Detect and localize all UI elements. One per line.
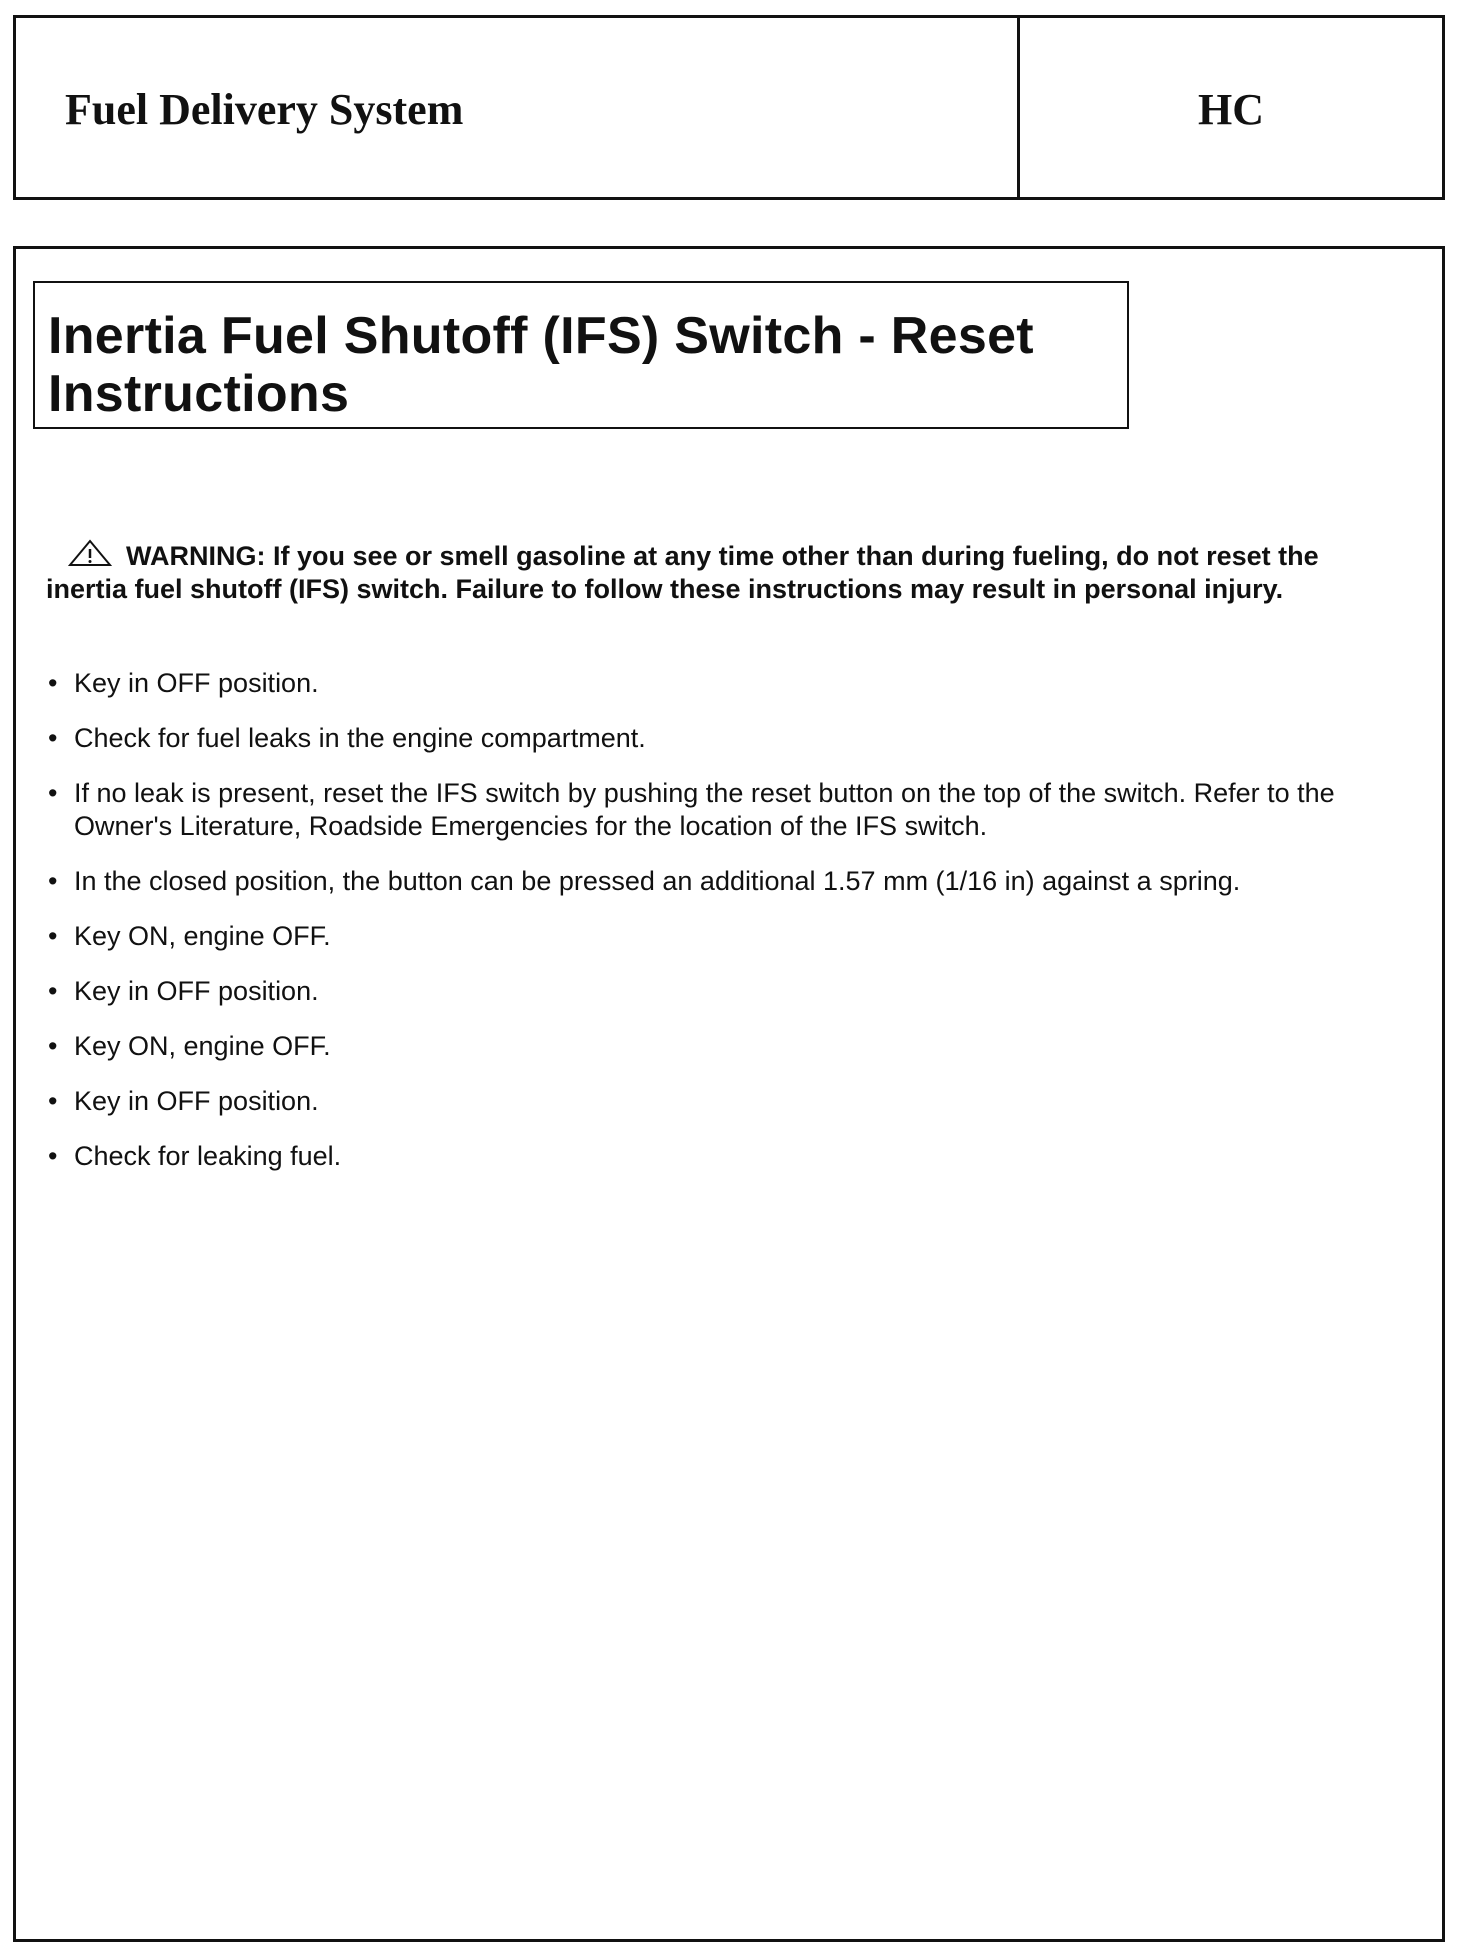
document-title-line-1: Inertia Fuel Shutoff (IFS) Switch - Reset — [48, 307, 1034, 365]
instruction-step-text: In the closed position, the button can be pressed an additional 1.57 mm (1/16 in) against a spring. — [74, 866, 1241, 896]
bullet-marker: • — [48, 778, 58, 808]
content-panel — [13, 246, 1445, 1942]
section-code: HC — [1198, 85, 1264, 134]
bullet-marker: • — [48, 921, 58, 951]
page-header — [13, 15, 1445, 200]
document-title-line-2: Instructions — [48, 365, 350, 423]
instruction-step — [46, 722, 1406, 755]
bullet-marker: • — [48, 1086, 58, 1116]
warning-paragraph — [46, 539, 1406, 606]
bullet-marker: • — [48, 723, 58, 753]
instruction-list — [46, 667, 1406, 1195]
instruction-step — [46, 1140, 1406, 1173]
instruction-step-text: Key in OFF position. — [74, 976, 319, 1006]
instruction-step-text: If no leak is present, reset the IFS switch by pushing the reset button on the top of the switch. Refer to the Owner's Literature, Roadside Emergencies for the location of the IFS switch. — [74, 778, 1335, 841]
bullet-marker: • — [48, 668, 58, 698]
bullet-marker: • — [48, 866, 58, 896]
instruction-step-text: Key ON, engine OFF. — [74, 1031, 331, 1061]
warning-text: WARNING: If you see or smell gasoline at any time other than during fueling, do not reset the inertia fuel shutoff (IFS) switch. Failure to follow these instructions may result in personal injury. — [46, 541, 1319, 604]
instruction-step-text: Check for fuel leaks in the engine compartment. — [74, 723, 646, 753]
instruction-step — [46, 975, 1406, 1008]
instruction-step — [46, 865, 1406, 898]
bullet-marker: • — [48, 976, 58, 1006]
document-title — [48, 307, 1127, 423]
instruction-step — [46, 777, 1406, 843]
instruction-step-text: Key ON, engine OFF. — [74, 921, 331, 951]
instruction-step-text: Key in OFF position. — [74, 668, 319, 698]
warning-triangle-icon — [68, 539, 112, 567]
instruction-step — [46, 920, 1406, 953]
section-title: Fuel Delivery System — [65, 85, 464, 134]
instruction-step — [46, 667, 1406, 700]
instruction-step — [46, 1030, 1406, 1063]
document-title-box — [33, 281, 1129, 429]
instruction-step-text: Check for leaking fuel. — [74, 1141, 342, 1171]
bullet-marker: • — [48, 1031, 58, 1061]
bullet-marker: • — [48, 1141, 58, 1171]
instruction-step — [46, 1085, 1406, 1118]
instruction-step-text: Key in OFF position. — [74, 1086, 319, 1116]
